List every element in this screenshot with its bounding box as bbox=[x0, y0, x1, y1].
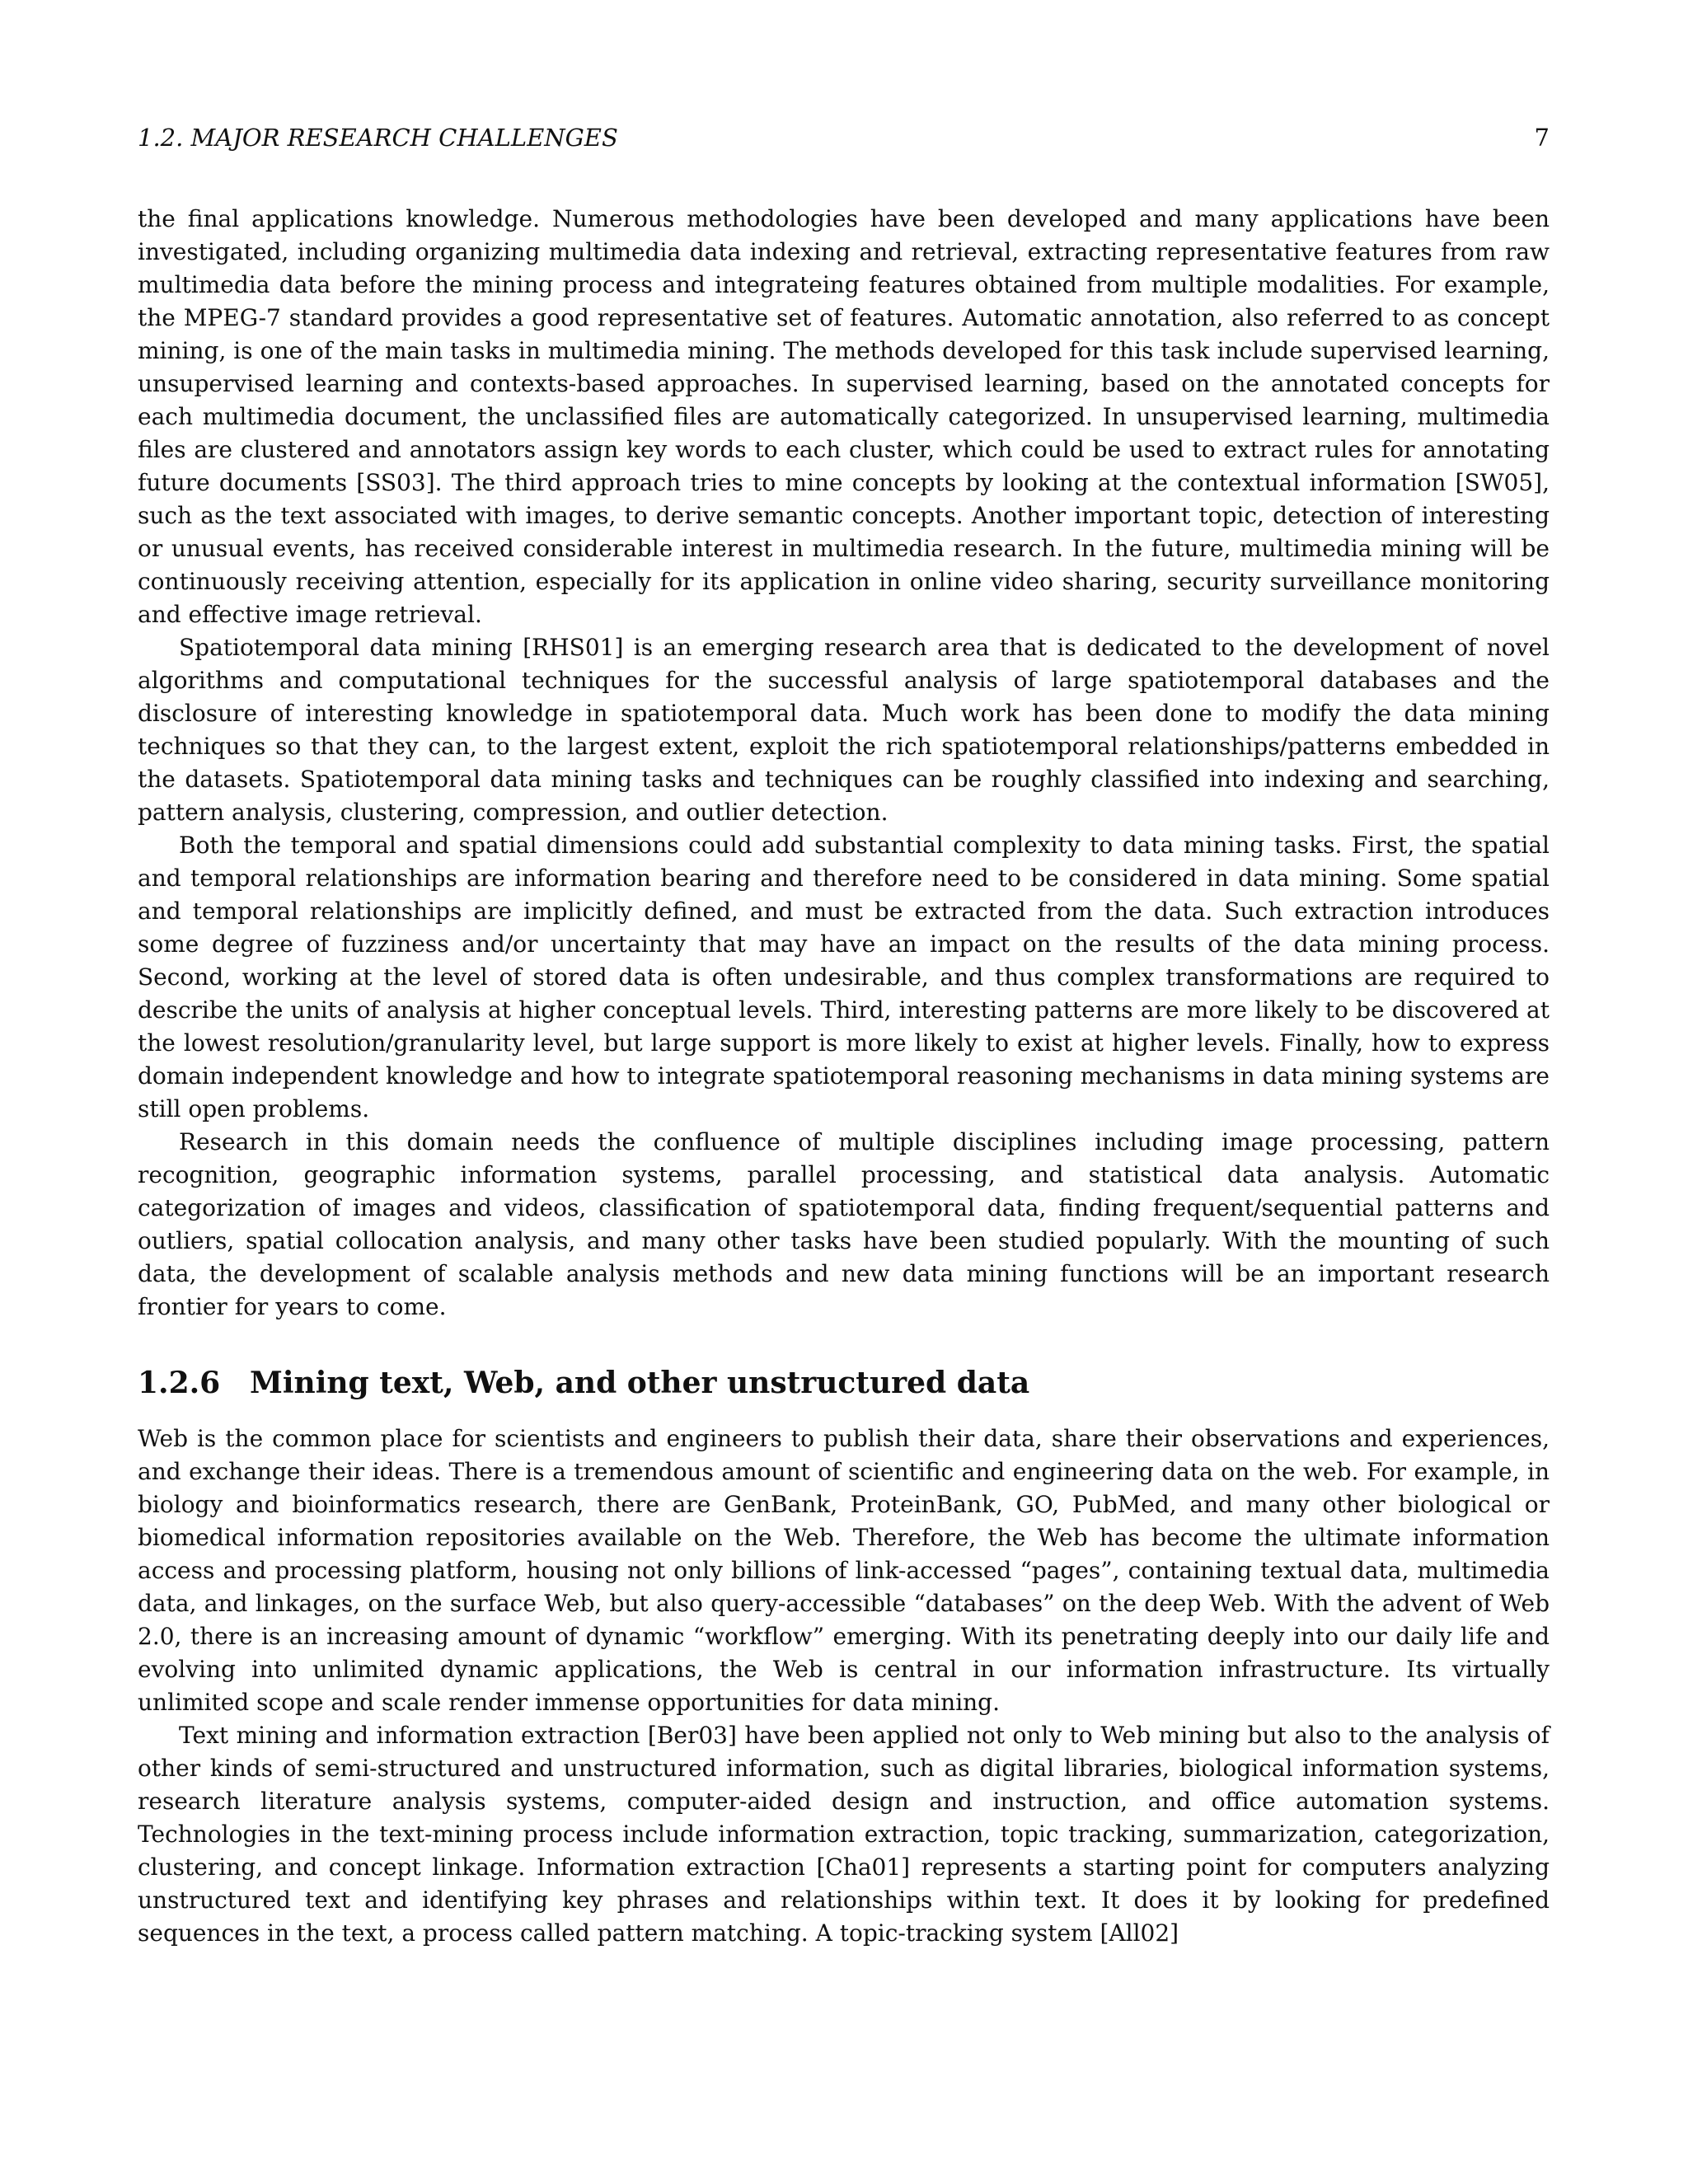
paragraph-spatiotemporal-research: Research in this domain needs the confluence of multiple disciplines including image processing, pattern recognition, geographic information systems, parallel processing, and statistical data analysis. Automatic categorization of images and videos, classification of spatiotemporal data, finding frequent/sequential patterns and outliers, spatial collocation analysis, and many other tasks have been studied popularly. With the mounting of such data, the development of scalable analysis methods and new data mining functions will be an important research frontier for years to come. bbox=[138, 1128, 1550, 1320]
paragraph-text-mining: Text mining and information extraction [Ber03] have been applied not only to Web mining but also to the analysis of other kinds of semi-structured and unstructured information, such as digital libraries, biological information systems, research literature analysis systems, computer-aided design and instruction, and office automation systems. Technologies in the text-mining process include information extraction, topic tracking, summarization, categorization, clustering, and concept linkage. Information extraction [Cha01] represents a starting point for computers analyzing unstructured text and identifying key phrases and relationships within text. It does it by looking for predefined sequences in the text, a process called pattern matching. A topic-tracking system [All02] bbox=[138, 1722, 1550, 1947]
page-number: 7 bbox=[1534, 124, 1550, 152]
running-header-section: 1.2. MAJOR RESEARCH CHALLENGES bbox=[138, 124, 618, 152]
paragraph-multimedia-continued: the final applications knowledge. Numerous methodologies have been developed and many applications have been investigated, including organizing multimedia data indexing and retrieval, extracting representative features from raw multimedia data before the mining process and integrateing features obtained from multiple modalities. For example, the MPEG-7 standard provides a good representative set of features. Automatic annotation, also referred to as concept mining, is one of the main tasks in multimedia mining. The methods developed for this task include supervised learning, unsupervised learning and contexts-based approaches. In supervised learning, based on the annotated concepts for each multimedia document, the unclassified files are automatically categorized. In unsupervised learning, multimedia files are clustered and annotators assign key words to each cluster, which could be used to extract rules for annotating future documents [SS03]. The third approach tries to mine concepts by looking at the contextual information [SW05], such as the text associated with images, to derive semantic concepts. Another important topic, detection of interesting or unusual events, has received considerable interest in multimedia research. In the future, multimedia mining will be continuously receiving attention, especially for its application in online video sharing, security surveillance monitoring and effective image retrieval. bbox=[138, 205, 1550, 628]
paragraph-spatiotemporal-intro: Spatiotemporal data mining [RHS01] is an emerging research area that is dedicated to the development of novel algorithms and computational techniques for the successful analysis of large spatiotemporal databases and the disclosure of interesting knowledge in spatiotemporal data. Much work has been done to modify the data mining techniques so that they can, to the largest extent, exploit the rich spatiotemporal relationships/patterns embedded in the datasets. Spatiotemporal data mining tasks and techniques can be roughly classified into indexing and searching, pattern analysis, clustering, compression, and outlier detection. bbox=[138, 634, 1550, 826]
paragraph-spatiotemporal-complexity: Both the temporal and spatial dimensions could add substantial complexity to data mining tasks. First, the spatial and temporal relationships are information bearing and therefore need to be considered in data mining. Some spatial and temporal relationships are implicitly defined, and must be extracted from the data. Such extraction introduces some degree of fuzziness and/or uncertainty that may have an impact on the results of the data mining process. Second, working at the level of stored data is often undesirable, and thus complex transformations are required to describe the units of analysis at higher conceptual levels. Third, interesting patterns are more likely to be discovered at the lowest resolution/granularity level, but large support is more likely to exist at higher levels. Finally, how to express domain independent knowledge and how to integrate spatiotemporal reasoning mechanisms in data mining systems are still open problems. bbox=[138, 832, 1550, 1122]
page bbox=[138, 124, 1550, 1950]
section-heading bbox=[138, 1362, 1550, 1404]
running-header bbox=[138, 124, 1550, 165]
paragraph-web-intro: Web is the common place for scientists and engineers to publish their data, share their observations and experiences, and exchange their ideas. There is a tremendous amount of scientific and engineering data on the web. For example, in biology and bioinformatics research, there are GenBank, ProteinBank, GO, PubMed, and many other biological or biomedical information repositories available on the Web. Therefore, the Web has become the ultimate information access and processing platform, housing not only billions of link-accessed “pages”, containing textual data, multimedia data, and linkages, on the surface Web, but also query-accessible “databases” on the deep Web. With the advent of Web 2.0, there is an increasing amount of dynamic “workflow” emerging. With its penetrating deeply into our daily life and evolving into unlimited dynamic applications, the Web is central in our information infrastructure. Its virtually unlimited scope and scale render immense opportunities for data mining. bbox=[138, 1425, 1550, 1716]
section-title: Mining text, Web, and other unstructured data bbox=[250, 1366, 1030, 1400]
body-text bbox=[138, 203, 1550, 1950]
section-number: 1.2.6 bbox=[138, 1366, 221, 1400]
